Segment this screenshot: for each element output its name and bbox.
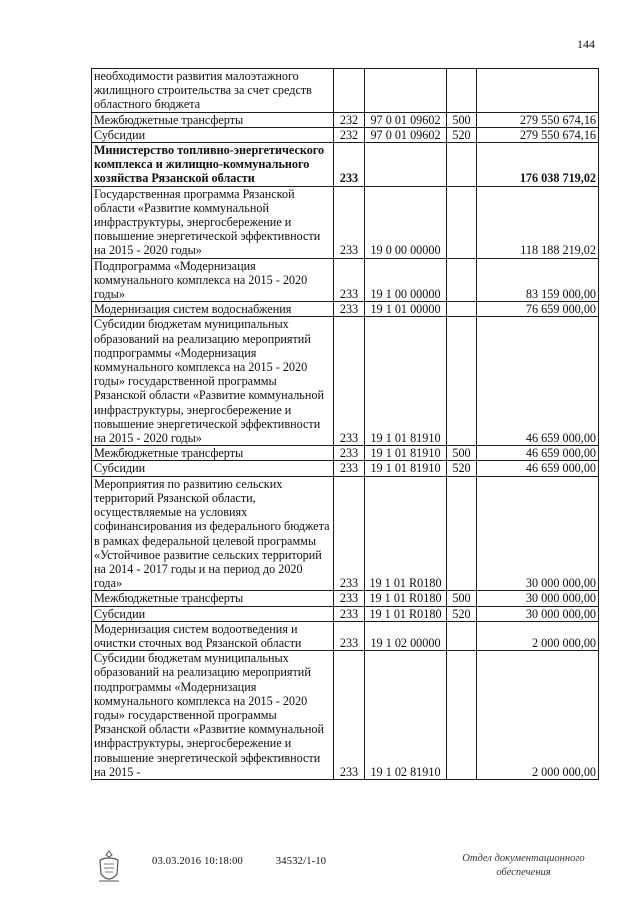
cell-expense-type: 520	[447, 461, 477, 476]
cell-name: Субсидии бюджетам муниципальных образований на реализацию мероприятий подпрограммы «Модернизация коммунального комплекса на 2015 - 2020 годы» государственной программы Рязанской области «Развитие коммунальной инфраструктуры, энергосбережение и повышение энергетической эффективности на 2015 -	[92, 651, 334, 780]
cell-target-article: 19 0 00 00000	[365, 186, 447, 258]
cell-ministry-code: 232	[334, 127, 365, 142]
table-row	[92, 258, 599, 302]
cell-name: Подпрограмма «Модернизация коммунального комплекса на 2015 - 2020 годы»	[92, 258, 334, 302]
cell-ministry-code: 233	[334, 476, 365, 591]
cell-target-article: 19 1 02 00000	[365, 621, 447, 650]
cell-expense-type: 520	[447, 127, 477, 142]
cell-target-article: 19 1 01 R0180	[365, 476, 447, 591]
cell-ministry-code: 233	[334, 606, 365, 621]
table-row	[92, 591, 599, 606]
table-row	[92, 446, 599, 461]
cell-expense-type	[447, 258, 477, 302]
cell-name: Межбюджетные трансферты	[92, 112, 334, 127]
table-row	[92, 127, 599, 142]
table-row	[92, 476, 599, 591]
cell-name: Субсидии	[92, 127, 334, 142]
cell-expense-type: 500	[447, 112, 477, 127]
budget-table	[91, 68, 599, 780]
table-row	[92, 621, 599, 650]
cell-name: Субсидии	[92, 606, 334, 621]
cell-ministry-code: 232	[334, 112, 365, 127]
cell-name: Мероприятия по развитию сельских территорий Рязанской области, осуществляемые на условиях софинансирования из федерального бюджета в рамках федеральной целевой программы «Устойчивое развитие сельских территорий на 2014 - 2017 годы и на период до 2020 года»	[92, 476, 334, 591]
cell-expense-type: 520	[447, 606, 477, 621]
cell-amount: 46 659 000,00	[477, 446, 599, 461]
cell-ministry-code: 233	[334, 186, 365, 258]
footer-datetime: 03.03.2016 10:18:00	[152, 856, 244, 867]
cell-expense-type	[447, 621, 477, 650]
cell-target-article: 19 1 01 R0180	[365, 591, 447, 606]
cell-ministry-code: 233	[334, 258, 365, 302]
cell-amount: 46 659 000,00	[477, 317, 599, 446]
cell-ministry-code: 233	[334, 143, 365, 187]
table-row	[92, 461, 599, 476]
cell-target-article: 19 1 01 81910	[365, 446, 447, 461]
cell-amount: 176 038 719,02	[477, 143, 599, 187]
cell-expense-type	[447, 317, 477, 446]
budget-table-body	[92, 69, 599, 780]
cell-target-article: 19 1 01 00000	[365, 302, 447, 317]
cell-ministry-code: 233	[334, 651, 365, 780]
cell-name: Государственная программа Рязанской области «Развитие коммунальной инфраструктуры, энергосбережение и повышение энергетической эффективности на 2015 - 2020 годы»	[92, 186, 334, 258]
cell-target-article: 19 1 02 81910	[365, 651, 447, 780]
footer-doc-number: 34532/1-10	[275, 856, 327, 867]
cell-expense-type: 500	[447, 591, 477, 606]
cell-amount	[477, 69, 599, 113]
cell-name: Субсидии бюджетам муниципальных образований на реализацию мероприятий подпрограммы «Модернизация коммунального комплекса на 2015 - 2020 годы» государственной программы Рязанской области «Развитие коммунальной инфраструктуры, энергосбережение и повышение энергетической эффективности на 2015 - 2020 годы»	[92, 317, 334, 446]
table-row	[92, 302, 599, 317]
cell-amount: 118 188 219,02	[477, 186, 599, 258]
cell-amount: 279 550 674,16	[477, 112, 599, 127]
cell-amount: 2 000 000,00	[477, 651, 599, 780]
cell-ministry-code: 233	[334, 461, 365, 476]
cell-ministry-code: 233	[334, 317, 365, 446]
table-row	[92, 186, 599, 258]
cell-amount: 30 000 000,00	[477, 606, 599, 621]
table-row	[92, 651, 599, 780]
cell-target-article: 97 0 01 09602	[365, 112, 447, 127]
cell-target-article	[365, 143, 447, 187]
cell-amount: 46 659 000,00	[477, 461, 599, 476]
cell-target-article: 19 1 01 R0180	[365, 606, 447, 621]
cell-ministry-code: 233	[334, 446, 365, 461]
cell-ministry-code: 233	[334, 591, 365, 606]
cell-amount: 83 159 000,00	[477, 258, 599, 302]
cell-expense-type: 500	[447, 446, 477, 461]
cell-expense-type	[447, 69, 477, 113]
cell-expense-type	[447, 143, 477, 187]
cell-amount: 30 000 000,00	[477, 476, 599, 591]
page-number: 144	[577, 37, 595, 51]
coat-of-arms-icon	[94, 848, 124, 888]
cell-name: Межбюджетные трансферты	[92, 591, 334, 606]
table-row	[92, 112, 599, 127]
cell-name: необходимости развития малоэтажного жилищного строительства за счет средств областного бюджета	[92, 69, 334, 113]
cell-name: Субсидии	[92, 461, 334, 476]
cell-ministry-code	[334, 69, 365, 113]
cell-expense-type	[447, 476, 477, 591]
cell-amount: 279 550 674,16	[477, 127, 599, 142]
cell-amount: 30 000 000,00	[477, 591, 599, 606]
cell-expense-type	[447, 302, 477, 317]
table-row	[92, 143, 599, 187]
cell-name: Межбюджетные трансферты	[92, 446, 334, 461]
cell-amount: 2 000 000,00	[477, 621, 599, 650]
cell-target-article: 19 1 00 00000	[365, 258, 447, 302]
cell-name: Министерство топливно-энергетического комплекса и жилищно-коммунального хозяйства Рязанской области	[92, 143, 334, 187]
cell-target-article	[365, 69, 447, 113]
cell-ministry-code: 233	[334, 302, 365, 317]
cell-expense-type	[447, 651, 477, 780]
cell-expense-type	[447, 186, 477, 258]
cell-target-article: 19 1 01 81910	[365, 317, 447, 446]
department-stamp	[446, 852, 601, 880]
cell-name: Модернизация систем водоснабжения	[92, 302, 334, 317]
stamp-line-1: Отдел документационного	[462, 853, 585, 864]
cell-target-article: 97 0 01 09602	[365, 127, 447, 142]
table-row	[92, 317, 599, 446]
cell-ministry-code: 233	[334, 621, 365, 650]
stamp-line-2: обеспечения	[496, 867, 551, 878]
table-row	[92, 69, 599, 113]
cell-name: Модернизация систем водоотведения и очистки сточных вод Рязанской области	[92, 621, 334, 650]
cell-target-article: 19 1 01 81910	[365, 461, 447, 476]
table-row	[92, 606, 599, 621]
cell-amount: 76 659 000,00	[477, 302, 599, 317]
footer-registration	[152, 856, 326, 867]
